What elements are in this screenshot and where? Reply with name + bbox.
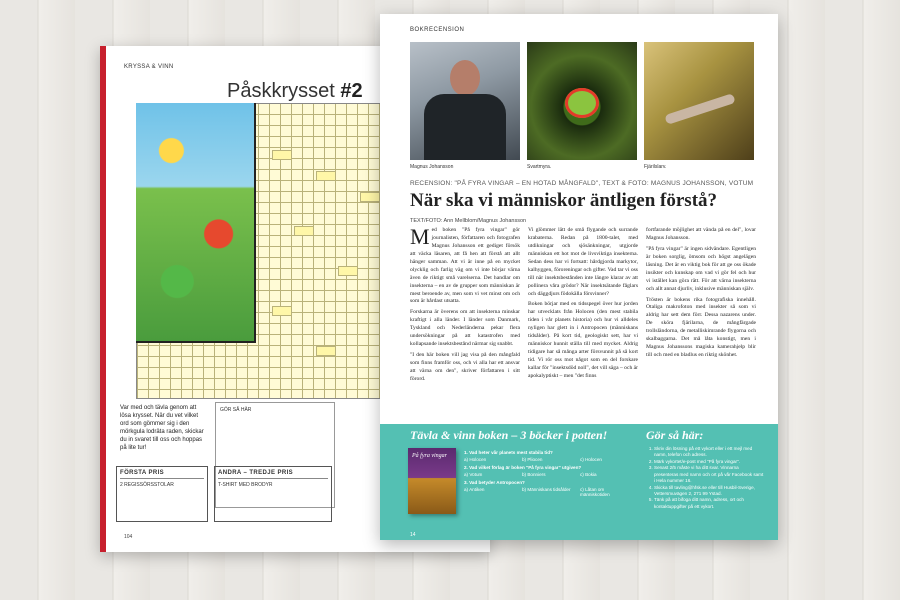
article-column-1	[410, 224, 520, 387]
quiz-option: a) Holocen	[464, 457, 487, 462]
first-prize-heading: FÖRSTA PRIS	[120, 470, 204, 479]
quiz-option: a) Votum	[464, 472, 483, 477]
page-edge-stripe	[100, 46, 106, 552]
instruction-step: 3. Senast 2/5 måste vi ha ditt svar. Vinnarna presenteras med namn och ort på vår Facebook samt i Hela nummer 16.	[654, 465, 764, 484]
ant-photo	[527, 42, 637, 160]
quiz-options	[464, 457, 634, 462]
puzzle-intro: Var med och tävla genom att lösa krysset. När du vet vilket ord som gömmer sig i den mörkgula lodräta raden, skickar du in svaret till oss och hoppas på lite tur!	[120, 405, 204, 452]
clue-cell	[272, 150, 292, 160]
article-paragraph: fortfarande möjlighet att vända på en del", lovar Magnus Johansson.	[646, 227, 756, 241]
clue-cell	[294, 226, 314, 236]
instruction-step: 2. Märk vykortet/e-post med "På fyra vingar".	[654, 459, 764, 465]
clue-cell	[316, 346, 336, 356]
photo-caption: Svartmyra.	[527, 164, 552, 170]
second-prize-box	[214, 466, 332, 522]
quiz-option: b) Pliocen	[522, 457, 543, 462]
quiz-question: 1. Vad heter vår planets mest stabila tid?	[464, 450, 553, 455]
quiz-option: c) Holocen	[580, 457, 602, 462]
photo-caption: Fjärilslarv.	[644, 164, 667, 170]
clue-cell	[360, 192, 380, 202]
second-prize-text: T-SHIRT MED BRODYR	[218, 482, 273, 488]
article-paragraph: "På fyra vingar" är ingen sidvändare. Egentligen är boken sorglig, ömsom och högst angelägen läsning. Det är en viktig bok för att ge oss ökade insikter och kunskap om vad vi gör fel och hur vi istället kan göra rätt. För att värna insekterna och allt annat djurliv, inklusive människan själv.	[646, 245, 756, 292]
contest-title: Tävla & vinn boken – 3 böcker i potten!	[410, 428, 608, 442]
photo-caption: Magnus Johansson	[410, 164, 454, 170]
drop-cap: M	[410, 224, 430, 249]
quiz-question: 2. Vad vilket förlag är boken "På fyra vingar" utgiven?	[464, 465, 582, 470]
first-prize-text: 2 REGISSÖRSSTOLAR	[120, 482, 174, 488]
second-prize-heading: ANDRA – TREDJE PRIS	[218, 470, 328, 479]
article-column-2	[528, 227, 638, 384]
quiz-option: c) Bokia	[580, 472, 597, 477]
instruction-step: 5. Tänk på att bifoga ditt namn, adress, ort och kontaktuppgifter på ett vykort.	[654, 497, 764, 510]
instruction-step: 4. Skicka till tavling@hfsk.se eller till Husbil-Sverige, Vettersmuvägen 2, 271 99 Ystad.	[654, 485, 764, 498]
article-paragraph: Forskarna är överens om att insekterna minskar kraftigt i alla länder. I länder som Danmark, Tyskland och Nederländerna pekar flera undersökningar på att katastrofen med kollapsande insektsbestånd närmar sig snabbt.	[410, 309, 520, 348]
article-column-3	[646, 227, 756, 363]
review-page	[380, 14, 778, 540]
quiz-options	[464, 472, 634, 477]
contest-instructions	[646, 428, 764, 510]
article-paragraph: Boken börjar med en tidsspegel över hur jorden har utvecklats från Holocen (den mest stabila tiden i vår planets historia) och hur vi alldeles nyligen har glett in i Antropocen (människans tidsålder). På kort tid, geologiskt sett, har vi människor hunnit ställa till med mycket. Aldrig tidigare har så många arter försvunnit på så kort tid. Vi rör oss mot något som en del forskare kallar för "insektsdöd noll", det vill säga – och är apokalyptiskt – men "det finns	[528, 301, 638, 379]
article-paragraph: Vi glömmer lätt de små flygande och surrande krabaterna. Redan på 1800-talet, med utdikningar och sjösänkningar, utgjorde människan ett hot mot de livsviktiga insekterna. Sedan dess har vi fortsatt: hårdgjorda markytor, kalhyggen, föroreningar och gifter. Vad tar vi oss till när insektsbestånden inte längre klarar av att pollinera våra grödor? När insektsätande fåglars och däggdjurs födokälla försvinner?	[528, 227, 638, 297]
quiz-option: a) Antiken	[464, 487, 485, 492]
article-paragraph: Trösten är bokens rika fotografiska innehåll. Otaliga makrofoton med insekter så som vi aldrig har sett dem förr. Dessa nazarens under. De sköra fjärilarna, de mångfärgade trollsländorna, de metalliskimrande flygorna och skalbaggarna. Det må låta konstigt, men i Magnus Johanssons magiska kamerahjelp blir till och med en bladlus en riktig skönhet.	[646, 296, 756, 359]
puzzle-title-text: Påskkrysset	[227, 80, 335, 102]
clue-cell	[316, 171, 336, 181]
clue-cell	[272, 306, 292, 316]
easter-illustration	[136, 103, 256, 343]
instruction-list	[646, 446, 764, 510]
article-headline: När ska vi människor äntligen förstå?	[410, 190, 718, 211]
quiz-option: b) Bonniers	[522, 472, 546, 477]
quiz-option: c) Låtan om människotiden	[580, 487, 610, 497]
clue-cell	[338, 266, 358, 276]
quiz-question: 3. Vad betyder Antropocen?	[464, 480, 525, 485]
contest-band	[380, 424, 778, 540]
section-label: KRYSSA & VINN	[124, 64, 174, 70]
article-paragraph: "I den här boken vill jag visa på den mångfald som finns framför oss, och vi alla har ett ansvar att värna om den", skriver författaren i sitt förord.	[410, 352, 520, 382]
quiz-options	[464, 487, 634, 497]
page-number: 104	[124, 534, 133, 540]
rules-heading: GÖR SÅ HÄR	[220, 407, 252, 413]
quiz	[464, 448, 634, 500]
first-prize-box	[116, 466, 208, 522]
photographer-photo	[410, 42, 520, 160]
caterpillar-photo	[644, 42, 754, 160]
quiz-option: b) Människans tidsålder	[522, 487, 571, 492]
book-cover-title: På fyra vingar	[412, 453, 447, 459]
review-credit: RECENSION: "PÅ FYRA VINGAR – EN HOTAD MÅNGFALD", TEXT & FOTO: MAGNUS JOHANSSON, VOTUM	[410, 180, 754, 187]
page-number: 14	[410, 532, 416, 538]
puzzle-title-number: #2	[340, 80, 363, 102]
instruction-step: 1. Skriv din lösning på ett vykort eller i ett mejl med namn, telefon och adress.	[654, 446, 764, 459]
article-paragraph: Med boken "På fyra vingar" gör journalisten, författaren och fotografen Magnus Johansson ett gediget försök att väcka läsaren, att få hen att förstå att allt hänger samman. Att vi är inne på en mycket olycklig och farlig väg om vi inte börjar värna även de riktigt små varelserna. Det handlar om insekterna – en av de grupper som människan är mest beroende av, men som vi vet minst om och som är hårdast utsatta.	[410, 224, 520, 305]
section-label: BOKRECENSION	[410, 27, 465, 33]
puzzle-title	[227, 80, 363, 103]
byline: TEXT/FOTO: Ann Mellblom/Magnus Johansson	[410, 218, 527, 224]
instructions-heading: Gör så här:	[646, 428, 704, 442]
book-cover	[408, 448, 456, 514]
